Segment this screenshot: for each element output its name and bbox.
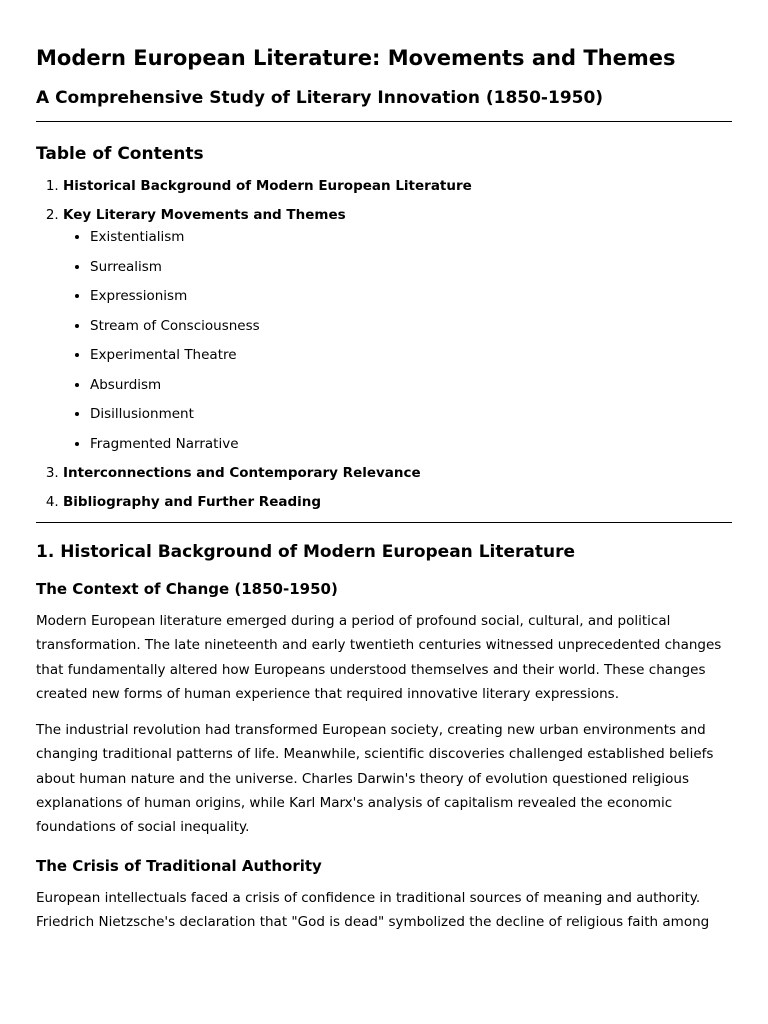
toc-link-historical-background[interactable]: Historical Background of Modern European Literature <box>63 178 472 194</box>
toc-link-key-movements[interactable]: Key Literary Movements and Themes <box>63 207 346 223</box>
paragraph: Modern European literature emerged during a period of profound social, cultural, and political transformation. The late nineteenth and early twentieth centuries witnessed unprecedented changes that fundamentally altered how Europeans understood themselves and their world. These changes created new forms of human experience that required innovative literary expressions. <box>36 613 722 702</box>
toc-subitem[interactable]: • Fragmented Narrative <box>90 435 732 453</box>
toc-item <box>63 206 732 453</box>
toc-subitem[interactable]: • Experimental Theatre <box>90 346 732 364</box>
toc-subitem[interactable]: • Existentialism <box>90 228 732 246</box>
toc-subitem[interactable]: • Stream of Consciousness <box>90 317 732 335</box>
paragraph: European intellectuals faced a crisis of confidence in traditional sources of meaning and authority. Friedrich Nietzsche's declaration that "God is dead" symbolized the decline of religious faith among <box>36 889 710 930</box>
divider <box>36 522 732 523</box>
table-of-contents <box>36 177 732 511</box>
section-heading: 1. Historical Background of Modern European Literature <box>36 542 576 562</box>
toc-sublist <box>63 228 732 453</box>
subsection-heading: The Crisis of Traditional Authority <box>36 856 322 875</box>
toc-subitem[interactable]: • Absurdism <box>90 376 732 394</box>
toc-heading: Table of Contents <box>36 144 204 164</box>
toc-link-bibliography[interactable]: Bibliography and Further Reading <box>63 494 322 510</box>
toc-subitem[interactable]: • Disillusionment <box>90 405 732 423</box>
divider <box>36 121 732 122</box>
toc-subitem[interactable]: • Surrealism <box>90 258 732 276</box>
subsection-heading: The Context of Change (1850-1950) <box>36 580 338 598</box>
document-subtitle: A Comprehensive Study of Literary Innovation (1850-1950) <box>36 88 604 108</box>
toc-link-interconnections[interactable]: Interconnections and Contemporary Relevance <box>63 465 421 481</box>
toc-subitem[interactable]: • Expressionism <box>90 287 732 305</box>
toc-item <box>63 493 732 511</box>
toc-item <box>63 177 732 195</box>
paragraph: The industrial revolution had transformed European society, creating new urban environments and changing traditional patterns of life. Meanwhile, scientific discoveries challenged established beliefs about human nature and the universe. Charles Darwin's theory of evolution questioned religious explanations of human origins, while Karl Marx's analysis of capitalism revealed the economic foundations of social inequality. <box>36 722 714 836</box>
document-title: Modern European Literature: Movements and Themes <box>36 46 676 70</box>
toc-item <box>63 464 732 482</box>
